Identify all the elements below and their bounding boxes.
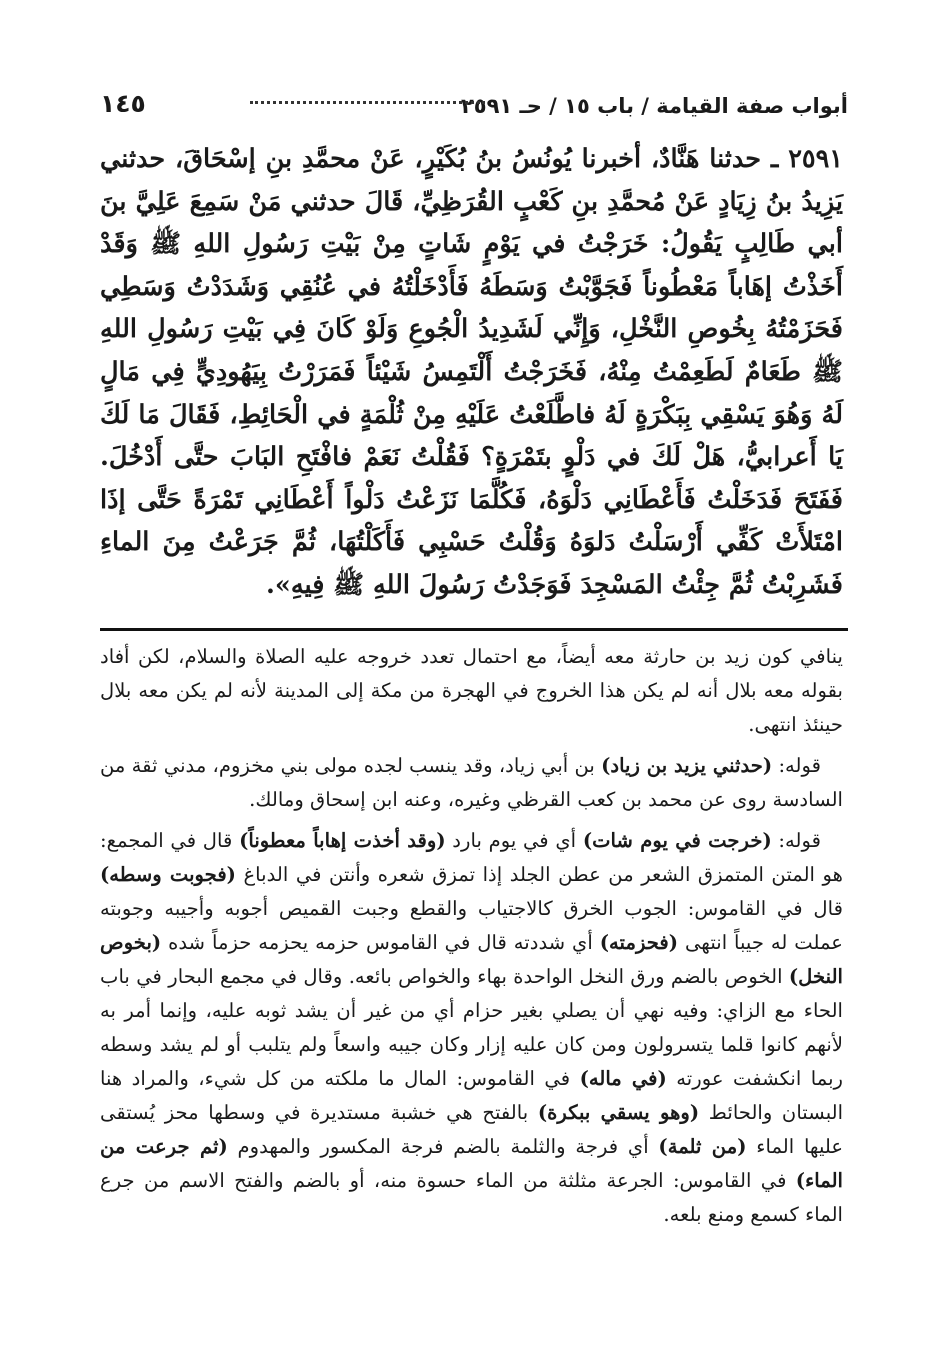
commentary-text: بالفتح هي خشبة مستديرة في وسطها محز يُستقى عليها الماء [100,1101,844,1158]
commentary [100,640,843,1239]
dot-leader [250,101,485,104]
commentary-text: في القاموس: المال ما ملكته من كل شيء، والمراد هنا البستان والحائط [100,1067,844,1124]
quoted-phrase: (فحزمته) [599,931,679,954]
quote-label: قوله: [778,754,822,777]
quoted-phrase: (في ماله) [579,1067,667,1090]
quoted-phrase: (حدثني يزيد بن زياد) [601,754,773,777]
commentary-text: قال في القاموس: الجوب الخرق كالاجتياب والقطع وجبت القميص أجوبه وأجيبه وجوبته عملت له جيباً انتهى [100,897,843,954]
commentary-text: أي فرجة والثلمة بالضم فرجة المكسور والمهدوم [237,1135,649,1158]
footnote-divider [100,628,848,631]
commentary-text: أي شددته قال في القاموس حزمه يحزمه حزماً شده [168,931,593,954]
commentary-text: بن أبي زياد، وقد ينسب لجده مولى بني مخزوم، مدني ثقة من السادسة روى عن محمد بن كعب القرظي وغيره، وعنه ابن إسحاق ومالك. [100,754,843,811]
quoted-phrase: (وقد أخذت إهاباً معطوناً) [239,829,446,852]
commentary-paragraph-2 [100,749,843,817]
commentary-paragraph-3 [100,824,843,1232]
quoted-phrase: (خرجت في يوم شات) [582,829,772,852]
hadith-body: ـ حدثنا هَنَّادٌ، أخبرنا يُونُسُ بنُ بُكَيْرٍ، عَنْ محمَّدِ بنِ إسْحَاقَ، حدثني يَزِيدُ بنُ زِيَادٍ عَنْ مُحمَّدِ بنِ كَعْبٍ القُرَظِيِّ، قَالَ حدثني مَنْ سَمِعَ عَلِيَّ بنَ أبي طَالِبٍ يَقُولُ: خَرَجْتُ في يَوْمٍ شَاتٍ مِنْ بَيْتِ رَسُولِ اللهِ ﷺ وَقَدْ أَخَذْتُ إهَاباً مَعْطُوناً فَجَوَّبْتُ وَسَطَهُ فَأَدْخَلْتُهُ في عُنُقِي وَشَدَدْتُ وَسَطِي فَحَزَمْتُهُ بِخُوصِ النَّخْلِ، وَإِنِّي لَشَدِيدُ الْجُوعِ وَلَوْ كَانَ فِي بَيْتِ رَسُولِ اللهِ ﷺ طَعَامٌ لَطَعِمْتُ مِنْهُ، فَخَرَجْتُ أَلْتَمِسُ شَيْئاً فَمَرَرْتُ بِيَهُودِيٍّ فِي مَالٍ لَهُ وَهُوَ يَسْقِي بِبَكْرَةٍ لَهُ فاطَّلَعْتُ عَلَيْهِ مِنْ ثُلْمَةٍ في الْحَائِطِ، فَقَالَ مَا لَكَ يَا أَعرابيُّ، هَلْ لَكَ في دَلْوٍ بتَمْرَةٍ؟ فَقُلْتُ نَعَمْ فافْتَحِ البَابَ حتَّى أَدْخُلَ. فَفَتَحَ فَدَخَلْتُ فَأَعْطَانِي دَلْوَهُ، فَكُلَّمَا نَزَعْتُ دَلْواً أَعْطَانِي تَمْرَةً حَتَّى إذَا امْتَلأَتْ كَفِّي أَرْسَلْتُ دَلوَهُ وَقُلْتُ حَسْبِي فَأَكَلْتُهَا، ثُمَّ جَرَعْتُ مِنَ الماءِ فَشَرِبْتُ ثُمَّ جِئْتُ المَسْجِدَ فَوَجَدْتُ رَسُولَ اللهِ ﷺ فِيهِ». [100,144,843,600]
quoted-phrase: (وهو يسقي ببكرة) [537,1101,700,1124]
commentary-text: في القاموس: الجرعة مثلثة من الماء حسوة منه، أو بالضم والفتح الاسم من جرع الماء كسمع ومنع بلعه. [100,1169,843,1226]
quoted-phrase: (من ثلمة) [658,1135,747,1158]
page-header [100,78,848,118]
commentary-text: قال في المجمع: هو المتن المتمزق الشعر من عطن الجلد إذا تمزق شعره وأنتن في الدباغ [100,829,843,886]
hadith-paragraph [100,138,843,607]
quote-label: قوله: [778,829,821,852]
hadith-number: ٢٥٩١ [788,144,843,174]
running-head: أبواب صفة القيامة / باب ١٥ / حـ ٢٥٩١ [460,94,848,118]
quoted-phrase: (ثم جرعت من الماء) [100,1135,843,1192]
quoted-phrase: (بخوص النخل) [100,931,843,988]
page-number: ١٤٥ [100,89,146,118]
hadith-text [100,138,843,607]
commentary-text: الخوص بالضم ورق النخل الواحدة بهاء والخواص بائعه. وقال في مجمع البحار في باب الحاء مع الزاي: وفيه نهي أن يصلي بغير حزام أي من غير أن يشد ثوبه عليه، وإنما أمر به لأنهم كانوا قلما يتسرولون ومن كان عليه إزار وكان جيبه واسعاً ولم يتلبب أو لم يشد وسطه ربما انكشفت عورته [100,965,843,1090]
commentary-text: أي في يوم بارد [452,829,577,852]
quoted-phrase: (فجوبت وسطه) [100,863,236,886]
commentary-paragraph-1: ينافي كون زيد بن حارثة معه أيضاً، مع احتمال تعدد خروجه عليه الصلاة والسلام، لكن أفاد بقوله معه بلال أنه لم يكن هذا الخروج في الهجرة من مكة إلى المدينة لأنه لم يكن معه بلال حينئذ انتهى. [100,645,843,736]
